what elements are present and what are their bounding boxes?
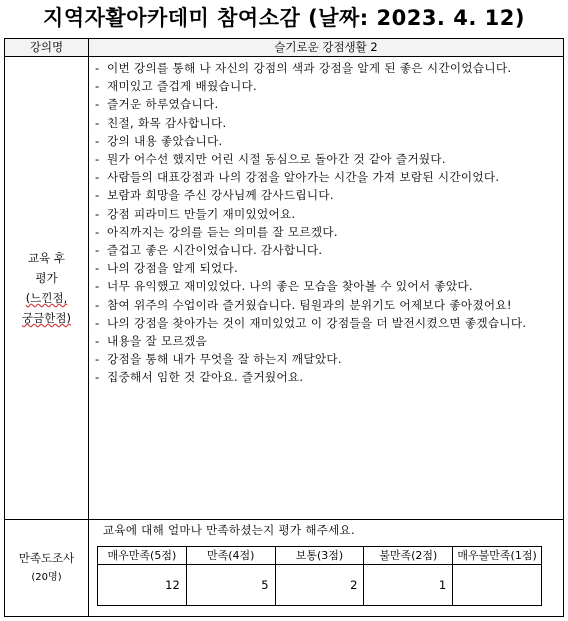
comment-list <box>89 57 563 389</box>
comment-item: - 즐거운 하루였습니다. <box>95 95 557 113</box>
evaluation-label-line2: 평가 <box>35 271 58 285</box>
rating-table <box>97 546 542 606</box>
rating-value: 2 <box>275 565 364 606</box>
survey-table <box>4 38 564 617</box>
comment-item: - 뭔가 어수선 했지만 어린 시절 동심으로 돌아간 것 같아 즐거웠다. <box>95 150 557 168</box>
evaluation-label-cell <box>5 57 89 520</box>
rating-value: 5 <box>186 565 275 606</box>
rating-header: 매우만족(5점) <box>98 547 187 565</box>
course-label: 강의명 <box>29 40 64 54</box>
satisfaction-content-cell <box>89 520 564 617</box>
rating-header-row <box>98 547 542 565</box>
comment-item: - 강의 내용 좋았습니다. <box>95 132 557 150</box>
comment-item: - 너무 유익했고 재미있었다. 나의 좋은 모습을 찾아볼 수 있어서 좋았다. <box>95 277 557 295</box>
course-name-cell <box>89 39 564 57</box>
rating-header: 보통(3점) <box>275 547 364 565</box>
rating-header: 불만족(2점) <box>364 547 453 565</box>
comment-item: - 재미있고 즐겁게 배웠습니다. <box>95 77 557 95</box>
header-row <box>5 39 564 57</box>
satisfaction-row <box>5 520 564 617</box>
respondent-count: (20명) <box>31 572 62 583</box>
evaluation-row <box>5 57 564 520</box>
comment-item: - 나의 강점을 알게 되었다. <box>95 259 557 277</box>
rating-header: 만족(4점) <box>186 547 275 565</box>
rating-value: 1 <box>364 565 453 606</box>
course-label-cell <box>5 39 89 57</box>
page-title: 지역자활아카데미 참여소감 (날짜: 2023. 4. 12) <box>43 6 525 30</box>
comment-item: - 이번 강의를 통해 나 자신의 강점의 색과 강점을 알게 된 좋은 시간이었습니다. <box>95 59 557 77</box>
comment-item: - 나의 강점을 찾아가는 것이 재미있었고 이 강점들을 더 발전시켰으면 좋겠습니다. <box>95 314 557 332</box>
comment-item: - 보람과 희망을 주신 강사님께 감사드립니다. <box>95 186 557 204</box>
comment-item: - 참여 위주의 수업이라 즐거웠습니다. 팀원과의 분위기도 어제보다 좋아졌어요! <box>95 296 557 314</box>
comment-item: - 아직까지는 강의를 듣는 의미를 잘 모르겠다. <box>95 223 557 241</box>
rating-value <box>453 565 542 606</box>
comment-item: - 사람들의 대표강점과 나의 강점을 알아가는 시간을 가져 보람된 시간이었다. <box>95 168 557 186</box>
survey-question: 교육에 대해 얼마나 만족하셨는지 평가 해주세요. <box>103 523 355 537</box>
comment-item: - 강점을 통해 내가 무엇을 잘 하는지 깨달았다. <box>95 350 557 368</box>
rating-header: 매우불만족(1점) <box>453 547 542 565</box>
comment-item: - 즐겁고 좋은 시간이었습니다. 감사합니다. <box>95 241 557 259</box>
rating-value: 12 <box>98 565 187 606</box>
satisfaction-label-cell <box>5 520 89 617</box>
comment-item: - 친절, 화목 감사합니다. <box>95 114 557 132</box>
course-name: 슬기로운 강점생활 2 <box>274 40 378 54</box>
evaluation-label-line3: (느낀점, <box>25 291 68 305</box>
comment-item: - 강점 피라미드 만들기 재미있었어요. <box>95 205 557 223</box>
evaluation-label-line1: 교육 후 <box>28 251 65 265</box>
evaluation-comments-cell <box>89 57 564 520</box>
evaluation-label-line4: 궁금한점) <box>22 311 71 325</box>
satisfaction-label: 만족도조사 <box>18 551 75 565</box>
comment-item: - 내용을 잘 모르겠음 <box>95 332 557 350</box>
comment-item: - 집중해서 임한 것 같아요. 즐거웠어요. <box>95 368 557 386</box>
rating-values-row <box>98 565 542 606</box>
